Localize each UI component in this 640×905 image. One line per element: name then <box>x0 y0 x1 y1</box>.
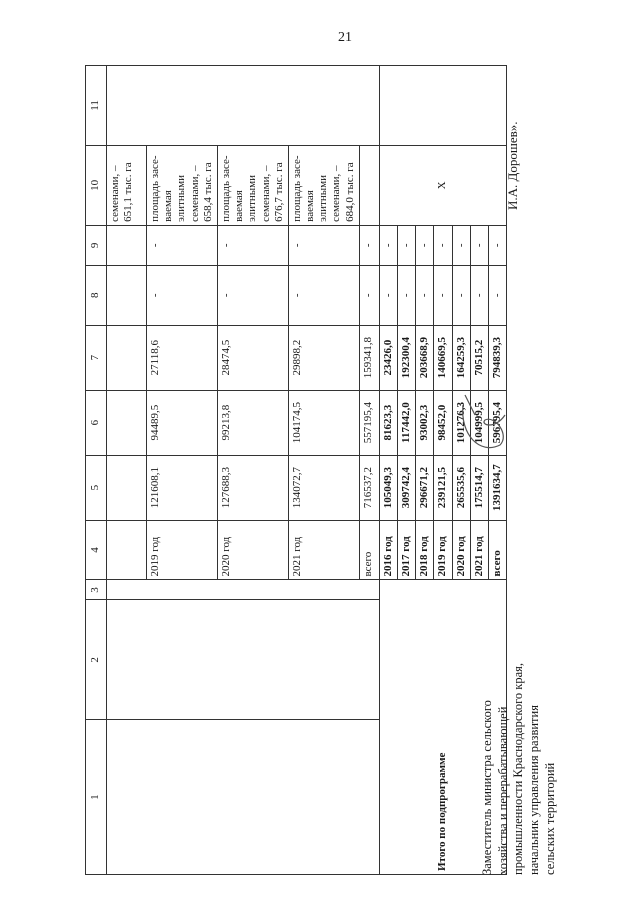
federal-budget-cell: 70515,2 <box>470 325 488 390</box>
col8-cell: - <box>398 265 416 325</box>
year-cell: 2021 год <box>470 520 488 580</box>
program-table <box>85 65 507 875</box>
col8-cell: - <box>470 265 488 325</box>
item-col3-cell <box>107 580 380 600</box>
indicator-cell: площадь засе-ваемая элитными семенами, – 684,0 тыс. га <box>288 145 359 225</box>
col9-cell: - <box>452 225 470 265</box>
federal-budget-cell: 28474,5 <box>217 325 288 390</box>
col9-cell: - <box>217 225 288 265</box>
signer-name: И.А. Дорошев». <box>505 121 520 210</box>
regional-budget-cell: 101276,3 <box>452 390 470 455</box>
total-amount-cell: 239121,5 <box>434 455 452 520</box>
col9-cell: - <box>147 225 218 265</box>
total-amount-cell: 127688,3 <box>217 455 288 520</box>
table-row <box>107 66 147 875</box>
signature-image <box>455 385 515 475</box>
indicator-cell <box>359 145 379 225</box>
col9-cell: - <box>488 225 506 265</box>
total-label-cell: Итого по подпрограмме <box>379 580 506 875</box>
regional-budget-cell: 93002,3 <box>416 390 434 455</box>
regional-budget-cell: 557195,4 <box>359 390 379 455</box>
federal-budget-cell: 159341,8 <box>359 325 379 390</box>
regional-budget-cell: 104174,5 <box>288 390 359 455</box>
rotated-page-content <box>85 65 555 875</box>
regional-budget-cell: 596795,4 <box>488 390 506 455</box>
year-cell: 2018 год <box>416 520 434 580</box>
page-number: 21 <box>338 30 352 45</box>
col9-cell <box>107 225 147 265</box>
col8-cell <box>107 265 147 325</box>
year-cell: 2021 год <box>288 520 359 580</box>
col9-cell: - <box>434 225 452 265</box>
col8-cell: - <box>288 265 359 325</box>
header-row <box>86 66 107 875</box>
year-cell: 2020 год <box>217 520 288 580</box>
total-amount-cell <box>107 455 147 520</box>
col8-cell: - <box>147 265 218 325</box>
year-cell: 2020 год <box>452 520 470 580</box>
column-number-header: 2 <box>86 600 107 720</box>
total-amount-cell: 296671,2 <box>416 455 434 520</box>
total-amount-cell: 716537,2 <box>359 455 379 520</box>
year-cell <box>107 520 147 580</box>
footer-line: промышленности Краснодарского края, <box>511 662 526 875</box>
col9-cell: - <box>398 225 416 265</box>
total-row <box>379 66 397 875</box>
total-amount-cell: 265535,6 <box>452 455 470 520</box>
col8-cell: - <box>488 265 506 325</box>
col9-cell: - <box>359 225 379 265</box>
year-cell: 2019 год <box>147 520 218 580</box>
col9-cell: - <box>288 225 359 265</box>
federal-budget-cell: 203668,9 <box>416 325 434 390</box>
federal-budget-cell: 29898,2 <box>288 325 359 390</box>
column-number-header: 9 <box>86 225 107 265</box>
col9-cell: - <box>379 225 397 265</box>
col11-cell <box>379 66 506 146</box>
footer-position <box>480 575 558 875</box>
federal-budget-cell: 192300,4 <box>398 325 416 390</box>
indicator-cell: площадь засе-ваемая элитными семенами, – 676,7 тыс. га <box>217 145 288 225</box>
column-number-header: 5 <box>86 455 107 520</box>
column-number-header: 4 <box>86 520 107 580</box>
col8-cell: - <box>379 265 397 325</box>
item-name-cell <box>107 720 380 875</box>
total-amount-cell: 105049,3 <box>379 455 397 520</box>
regional-budget-cell: 81623,3 <box>379 390 397 455</box>
total-amount-cell: 1391634,7 <box>488 455 506 520</box>
column-number-header: 3 <box>86 580 107 600</box>
regional-budget-cell: 94489,5 <box>147 390 218 455</box>
total-amount-cell: 309742,4 <box>398 455 416 520</box>
column-number-header: 11 <box>86 66 107 146</box>
federal-budget-cell: 140669,5 <box>434 325 452 390</box>
col9-cell: - <box>470 225 488 265</box>
item-description-cell <box>107 600 380 720</box>
column-number-header: 1 <box>86 720 107 875</box>
regional-budget-cell: 98452,0 <box>434 390 452 455</box>
col9-cell: - <box>416 225 434 265</box>
federal-budget-cell: 27118,6 <box>147 325 218 390</box>
year-cell: 2017 год <box>398 520 416 580</box>
regional-budget-cell: 104999,5 <box>470 390 488 455</box>
col8-cell: - <box>359 265 379 325</box>
year-cell: 2019 год <box>434 520 452 580</box>
regional-budget-cell <box>107 390 147 455</box>
column-number-header: 7 <box>86 325 107 390</box>
column-number-header: 6 <box>86 390 107 455</box>
column-number-header: 10 <box>86 145 107 225</box>
col8-cell: - <box>434 265 452 325</box>
indicator-cell: X <box>379 145 506 225</box>
federal-budget-cell: 794839,3 <box>488 325 506 390</box>
indicator-cell: семенами, – 651,1 тыс. га <box>107 145 147 225</box>
footer-line: начальник управления развития <box>526 705 541 875</box>
footer-line: Заместитель министра сельского <box>480 700 494 875</box>
indicator-cell: площадь засе-ваемая элитными семенами, – 658,4 тыс. га <box>147 145 218 225</box>
footer-line: сельских территорий <box>542 762 557 875</box>
regional-budget-cell: 117442,0 <box>398 390 416 455</box>
total-amount-cell: 134072,7 <box>288 455 359 520</box>
col8-cell: - <box>452 265 470 325</box>
regional-budget-cell: 99213,8 <box>217 390 288 455</box>
col8-cell: - <box>217 265 288 325</box>
footer-line: хозяйства и перерабатывающей <box>495 706 510 875</box>
column-number-header: 8 <box>86 265 107 325</box>
federal-budget-cell: 23426,0 <box>379 325 397 390</box>
year-cell: всего <box>488 520 506 580</box>
federal-budget-cell: 164259,3 <box>452 325 470 390</box>
year-cell: 2016 год <box>379 520 397 580</box>
total-amount-cell: 175514,7 <box>470 455 488 520</box>
col8-cell: - <box>416 265 434 325</box>
total-amount-cell: 121608,1 <box>147 455 218 520</box>
federal-budget-cell <box>107 325 147 390</box>
col11-cell <box>107 66 380 146</box>
year-cell: всего <box>359 520 379 580</box>
